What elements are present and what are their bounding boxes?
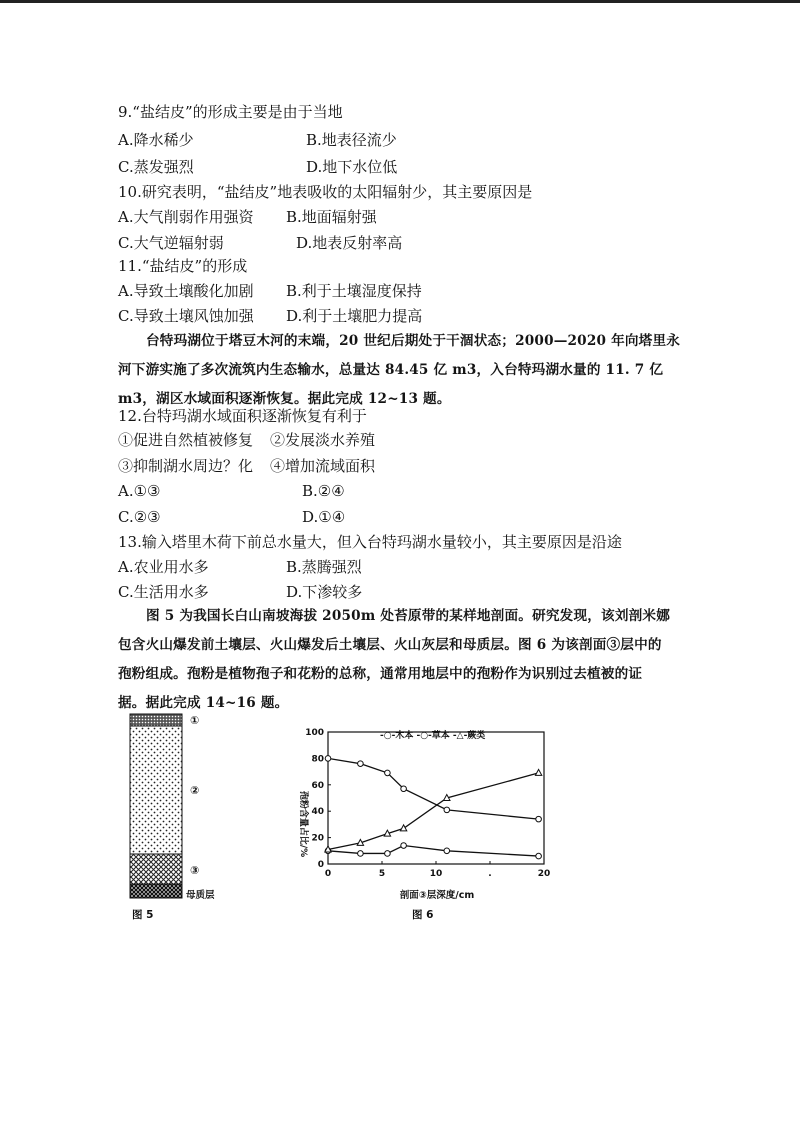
figure-5-caption: 图 5 xyxy=(132,909,154,921)
data-point-草本 xyxy=(401,843,407,849)
data-point-草本 xyxy=(444,848,450,854)
q12-statement-1: ①促进自然植被修复 xyxy=(118,431,254,449)
q12-statement-3: ③抑制湖水周边？化 xyxy=(118,457,254,475)
chart-series xyxy=(325,756,542,859)
layer-1-band xyxy=(130,714,182,726)
q9-option-c: C.蒸发强烈 xyxy=(118,158,194,176)
q12-option-d: D.①④ xyxy=(302,508,346,526)
chart-legend: -○-木本 -○-草本 -△-蕨类 xyxy=(380,731,486,741)
data-point-木本 xyxy=(325,756,331,762)
chart-axes xyxy=(305,728,550,879)
y-tick-label: 40 xyxy=(311,807,324,818)
q9-option-d: D.地下水位低 xyxy=(306,158,398,176)
q12-option-b: B.②④ xyxy=(302,482,345,500)
intro-paragraph-2 xyxy=(118,602,693,718)
q9-option-a: A.降水稀少 xyxy=(118,131,194,149)
intro2-line2: 包含火山爆发前土壤层、火山爆发后土壤层、火山灰层和母质层。图 6 为该剖面③层中的 xyxy=(118,637,662,653)
q13-option-d: D.下渗较多 xyxy=(286,583,363,601)
q13-option-a: A.农业用水多 xyxy=(118,558,209,576)
data-point-蕨类 xyxy=(535,769,541,775)
q9-stem: 9.“盐结皮”的形成主要是由于当地 xyxy=(118,103,343,121)
q12-option-a: A.①③ xyxy=(118,482,161,500)
q12-statement-2: ②发展淡水养殖 xyxy=(270,431,376,449)
data-point-蕨类 xyxy=(400,825,406,831)
q13-stem: 13.输入塔里木荷下前总水量大，但入台特玛湖水量较小，其主要原因是沿途 xyxy=(118,533,622,551)
q10-option-c: C.大气逆辐射弱 xyxy=(118,234,224,252)
series-line-蕨类 xyxy=(328,773,539,850)
q13-option-b: B.蒸腾强烈 xyxy=(286,558,362,576)
data-point-木本 xyxy=(385,770,391,776)
x-tick-label: 0 xyxy=(324,869,332,879)
q12-option-c: C.②③ xyxy=(118,508,161,526)
q10-option-b: B.地面辐射强 xyxy=(286,208,377,226)
intro1-line2: 河下游实施了多次流筑内生态输水，总量达 84.45 亿 m3，入台特玛湖水量的 11. 7 亿 xyxy=(118,362,664,378)
y-tick-label: 60 xyxy=(311,780,324,791)
top-border xyxy=(0,0,800,3)
fig5-label-parent-material: 母质层 xyxy=(186,890,215,901)
intro2-line3: 孢粉组成。孢粉是植物孢子和花粉的总称，通常用地层中的孢粉作为识别过去植被的证 xyxy=(118,666,643,682)
data-point-草本 xyxy=(385,851,391,857)
data-point-木本 xyxy=(536,816,542,822)
fig5-label-1: ① xyxy=(190,714,200,727)
y-tick-label: 0 xyxy=(317,860,324,870)
x-tick-label: 20 xyxy=(537,869,551,879)
data-point-木本 xyxy=(401,786,407,792)
figure-6-caption: 图 6 xyxy=(412,909,434,921)
intro2-line4: 据。据此完成 14~16 题。 xyxy=(118,695,289,711)
x-tick-label: 5 xyxy=(378,869,386,879)
series-line-木本 xyxy=(328,758,539,819)
intro1-line1: 台特玛湖位于塔豆木河的末端，20 世纪后期处于干涸状态；2000—2020 年向塔里永 xyxy=(146,333,681,349)
layer-2-band xyxy=(130,726,182,854)
data-point-草本 xyxy=(536,853,542,859)
data-point-草本 xyxy=(358,851,364,857)
x-tick-label: 10 xyxy=(429,869,443,879)
layer-3-band xyxy=(130,854,182,884)
q12-stem: 12.台特玛湖水域面积逐渐恢复有利于 xyxy=(118,407,367,425)
q11-stem: 11.“盐结皮”的形成 xyxy=(118,257,248,275)
q13-option-c: C.生活用水多 xyxy=(118,583,209,601)
q12-statement-4: ④增加流域面积 xyxy=(270,457,376,475)
q10-option-a: A.大气削弱作用强资 xyxy=(118,208,254,226)
data-point-木本 xyxy=(358,761,364,767)
x-tick-label: . xyxy=(488,869,492,879)
data-point-木本 xyxy=(444,807,450,813)
fig5-label-2: ② xyxy=(190,784,200,797)
figure-6-pollen-chart xyxy=(292,712,562,922)
y-tick-label: 20 xyxy=(311,833,324,844)
q11-option-b: B.利于土壤湿度保持 xyxy=(286,282,422,300)
q11-option-c: C.导致土壤风蚀加强 xyxy=(118,307,254,325)
chart-x-axis-label: 剖面③层深度/cm xyxy=(399,890,475,901)
q11-option-a: A.导致土壤酸化加剧 xyxy=(118,282,254,300)
intro2-line1: 图 5 为我国长白山南坡海拔 2050m 处苔原带的某样地剖面。研究发现，该刘剖米娜 xyxy=(146,608,671,624)
intro1-line3: m3，湖区水域面积逐渐恢复。据此完成 12~13 题。 xyxy=(118,391,451,407)
figure-5-soil-profile xyxy=(126,712,226,922)
fig5-label-3: ③ xyxy=(190,864,200,877)
q11-option-d: D.利于土壤肥力提高 xyxy=(286,307,423,325)
y-tick-label: 100 xyxy=(305,728,324,738)
intro-paragraph-1 xyxy=(118,327,693,414)
q10-option-d: D.地表反射率高 xyxy=(296,234,403,252)
parent-material-band xyxy=(130,884,182,898)
chart-y-axis-label: 孢粉含量占比/% xyxy=(298,790,308,858)
q9-option-b: B.地表径流少 xyxy=(306,131,397,149)
y-tick-label: 80 xyxy=(311,754,324,765)
q10-stem: 10.研究表明，“盐结皮”地表吸收的太阳辐射少，其主要原因是 xyxy=(118,183,533,201)
